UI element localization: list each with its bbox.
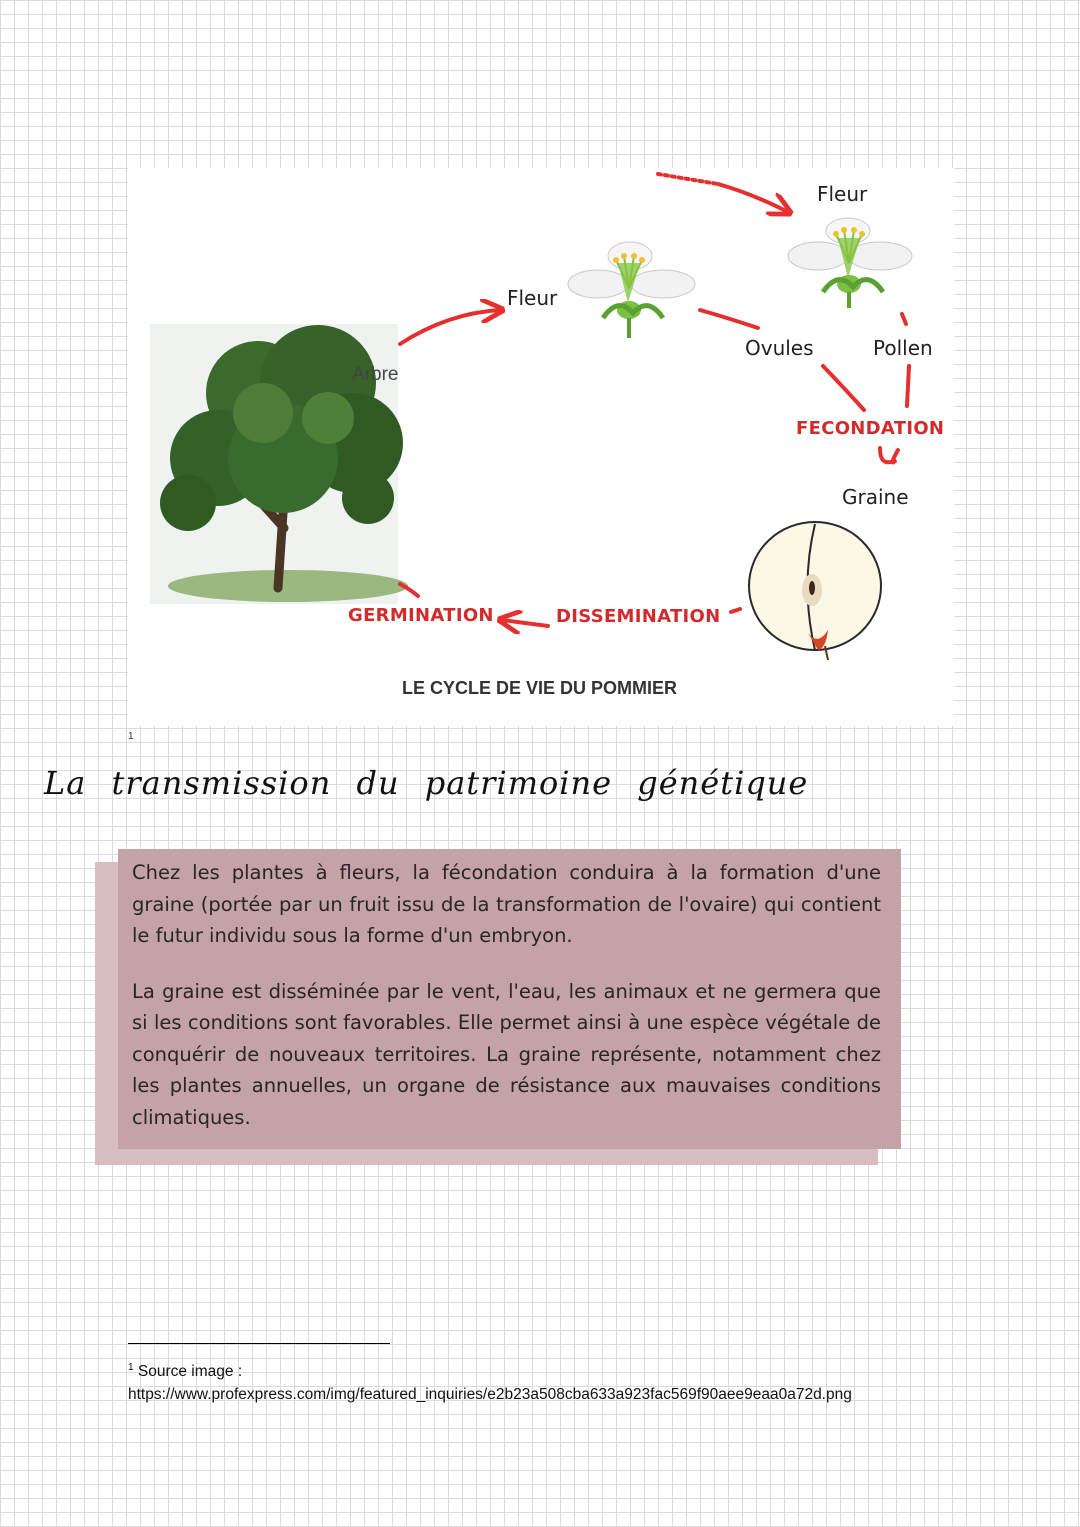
footnote-separator — [128, 1343, 390, 1344]
arrow-pollen-down — [907, 366, 909, 406]
label-arbre: Arbre — [352, 364, 399, 385]
life-cycle-figure — [128, 168, 954, 726]
label-ovules: Ovules — [745, 336, 814, 360]
label-graine: Graine — [842, 485, 909, 509]
footnote-label: Source image : — [137, 1363, 243, 1381]
arrow-tree-to-flower — [400, 310, 500, 344]
arrow-fecondation-to-graine — [880, 448, 898, 462]
apple-illustration — [749, 522, 881, 660]
arrow-flower-to-ovules — [700, 310, 758, 328]
life-cycle-diagram — [128, 168, 954, 726]
label-germination: GERMINATION — [348, 605, 494, 626]
footnote — [128, 1356, 958, 1406]
label-pollen: Pollen — [873, 336, 933, 360]
arrow-pollen-stub — [902, 314, 906, 324]
arrow-ovules-down — [823, 366, 864, 410]
footnote-marker: 1 — [128, 731, 134, 742]
figure-title: LE CYCLE DE VIE DU POMMIER — [402, 678, 678, 698]
footnote-number: 1 — [128, 1362, 134, 1373]
arrow-flower-to-flower — [718, 184, 788, 212]
arrow-dissemination-to-germination — [502, 620, 548, 626]
label-dissemination: DISSEMINATION — [556, 606, 721, 627]
label-fleur-left: Fleur — [507, 286, 558, 310]
footnote-url[interactable]: https://www.profexpress.com/img/featured_inquiries/e2b23a508cba633a923fac569f90aee9eaa0a72d.png — [128, 1386, 852, 1404]
label-fecondation: FECONDATION — [796, 418, 945, 439]
arrow-dotted-top — [658, 174, 718, 184]
label-fleur-right: Fleur — [817, 182, 868, 206]
section-heading: La transmission du patrimoine génétique — [44, 764, 809, 802]
flower-left-illustration — [568, 242, 695, 338]
summary-paragraph-2: La graine est disséminée par le vent, l'eau, les animaux et ne germera que si les conditions sont favorables. Elle permet ainsi à une espèce végétale de conquérir de nouveaux territoires. La graine représente, notamment chez les plantes annuelles, un organe de résistance aux mauvaises conditions climatiques. — [132, 979, 881, 1129]
flower-right-illustration — [788, 218, 912, 308]
summary-paragraph-1: Chez les plantes à fleurs, la fécondation conduira à la formation d'une graine (portée par un fruit issu de la transformation de l'ovaire) qui contient le futur individu sous la forme d'un embryon. — [132, 861, 881, 947]
summary-box — [118, 849, 901, 1149]
arrow-apple-stub — [731, 609, 740, 612]
